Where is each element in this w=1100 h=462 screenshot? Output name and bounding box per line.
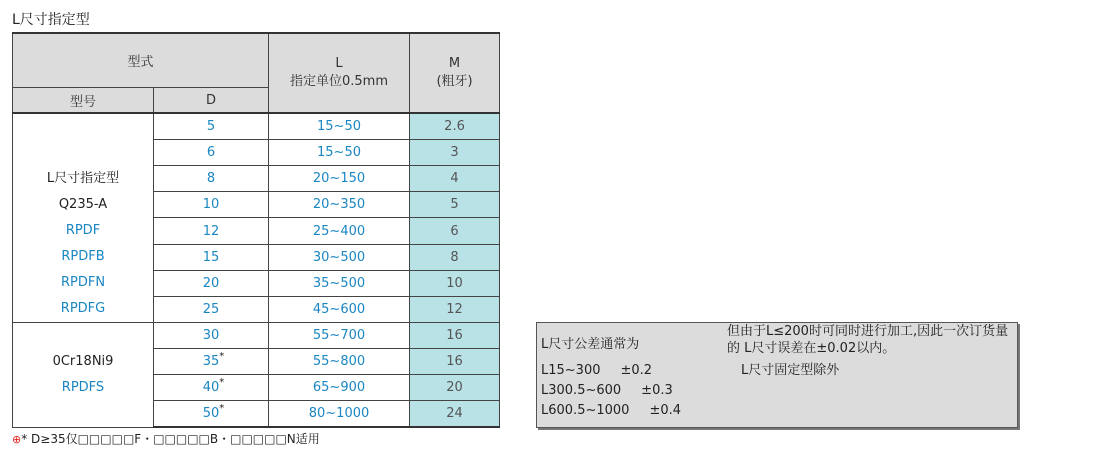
model-header: 型号	[13, 88, 154, 114]
M-cell: 24	[410, 401, 500, 428]
tolerance-value: ±0.2	[620, 363, 653, 378]
tolerance-row	[541, 363, 652, 378]
L-cell: 20~150	[269, 166, 410, 192]
D-cell: 25	[154, 296, 269, 322]
M-cell: 4	[410, 166, 500, 192]
D-cell: 12	[154, 218, 269, 244]
L-cell: 15~50	[269, 113, 410, 140]
model-name: L尺寸指定型	[46, 171, 120, 186]
M-cell: 12	[410, 296, 500, 322]
model-cell	[13, 113, 154, 323]
tolerance-range: L300.5~600	[541, 383, 622, 398]
footnote-star: *	[219, 403, 225, 414]
page-title: L尺寸指定型	[12, 12, 90, 28]
L-cell: 35~500	[269, 270, 410, 296]
model-name: RPDF	[65, 223, 101, 238]
D-cell: 8	[154, 166, 269, 192]
tolerance-box	[536, 322, 1018, 428]
L-cell: 55~700	[269, 323, 410, 349]
D-cell: 50 *	[154, 401, 269, 428]
L-cell: 65~900	[269, 375, 410, 401]
L-cell: 55~800	[269, 349, 410, 375]
tolerance-value: ±0.3	[641, 383, 673, 398]
spec-table	[12, 32, 500, 428]
tolerance-exception: L尺寸固定型除外	[741, 363, 840, 378]
model-name: RPDFG	[60, 301, 106, 316]
footnote-star: *	[219, 351, 225, 362]
M-cell: 10	[410, 270, 500, 296]
tolerance-row	[541, 383, 673, 398]
L-cell: 20~350	[269, 192, 410, 218]
M-cell: 16	[410, 323, 500, 349]
tolerance-range: L15~300	[541, 363, 601, 378]
D-cell: 5	[154, 113, 269, 140]
tolerance-value: ±0.4	[649, 403, 682, 418]
D-cell: 10	[154, 192, 269, 218]
type-header: 型式	[13, 33, 269, 88]
L-cell: 15~50	[269, 140, 410, 166]
L-header: L 指定单位0.5mm	[269, 33, 410, 113]
L-cell: 80~1000	[269, 401, 410, 428]
D-cell: 30	[154, 323, 269, 349]
L-cell: 30~500	[269, 244, 410, 270]
tolerance-note: 但由于L≤200时可同时进行加工,因此一次订货量的 L尺寸误差在±0.02以内。	[727, 324, 1009, 356]
footnote-star: *	[219, 377, 225, 388]
warning-icon: ⊕	[12, 433, 22, 446]
M-header: M (粗牙)	[410, 33, 500, 113]
M-cell: 8	[410, 244, 500, 270]
M-cell: 20	[410, 375, 500, 401]
model-name: 0Cr18Ni9	[52, 353, 114, 369]
model-name: RPDFN	[60, 275, 106, 290]
footnote	[12, 430, 320, 447]
model-cell	[13, 323, 154, 428]
tolerance-heading: L尺寸公差通常为	[541, 337, 640, 352]
D-cell: 20	[154, 270, 269, 296]
D-cell: 35 *	[154, 349, 269, 375]
tolerance-range: L600.5~1000	[541, 403, 630, 418]
table-row	[13, 323, 500, 349]
table-row	[13, 113, 500, 140]
model-name: Q235-A	[58, 197, 108, 212]
D-cell: 15	[154, 244, 269, 270]
tolerance-row	[541, 403, 681, 418]
model-name: RPDFB	[61, 249, 105, 264]
M-cell: 5	[410, 192, 500, 218]
model-name: RPDFS	[61, 379, 105, 395]
D-cell: 40 *	[154, 375, 269, 401]
M-cell: 3	[410, 140, 500, 166]
D-header: D	[154, 88, 269, 114]
D-cell: 6	[154, 140, 269, 166]
footnote-text: * D≥35仅□□□□□F・□□□□□B・□□□□□N适用	[21, 432, 320, 446]
M-cell: 6	[410, 218, 500, 244]
M-cell: 16	[410, 349, 500, 375]
L-cell: 45~600	[269, 296, 410, 322]
M-cell: 2.6	[410, 113, 500, 140]
L-cell: 25~400	[269, 218, 410, 244]
